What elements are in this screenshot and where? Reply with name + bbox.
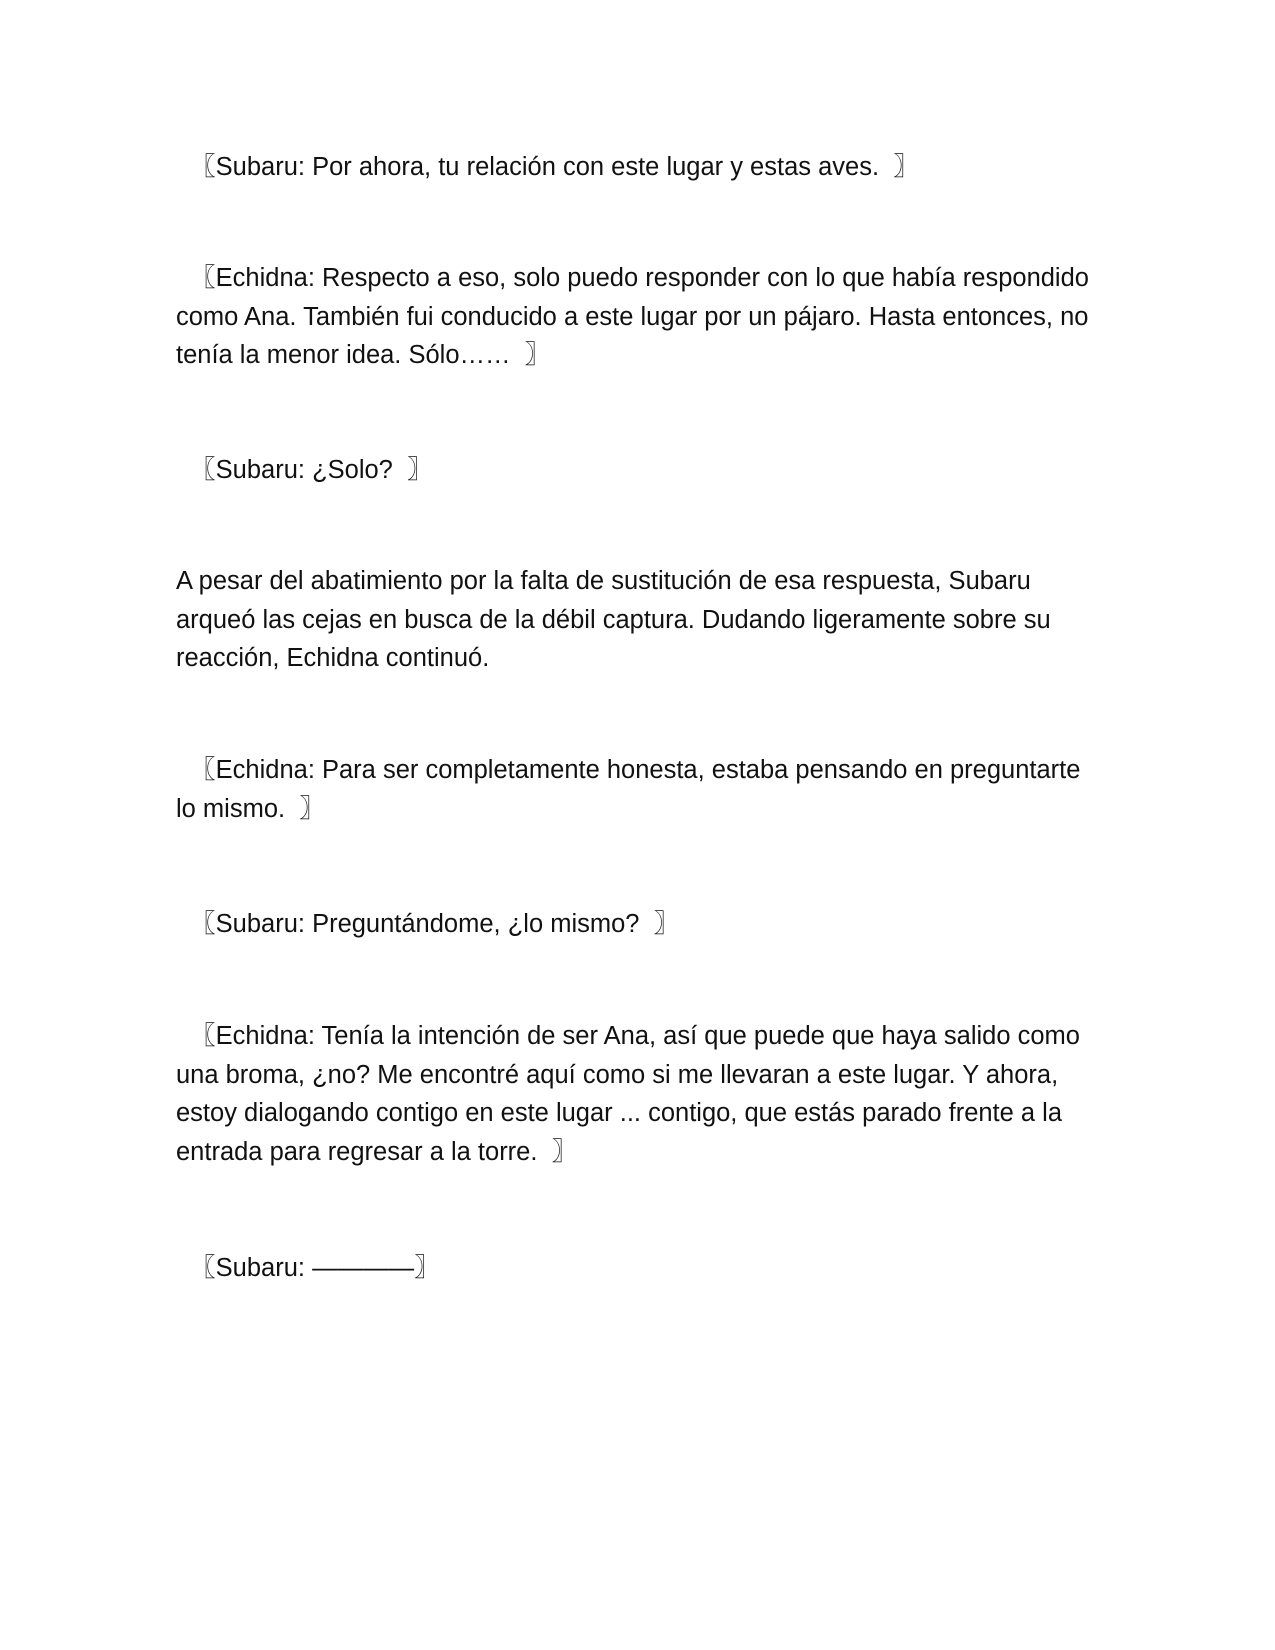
dialogue-echidna-2: 〖Echidna: Para ser completamente honesta, estaba pensando en preguntarte lo mismo. 〗 (176, 756, 1088, 823)
dialogue-subaru-1: 〖Subaru: Por ahora, tu relación con este lugar y estas aves. 〗 (176, 153, 919, 181)
narration-paragraph: A pesar del abatimiento por la falta de sustitución de esa respuesta, Subaru arqueó las cejas en busca de la débil captura. Dudando ligeramente sobre su reacción, Echidna continuó. (176, 567, 1058, 672)
dialogue-subaru-3: 〖Subaru: Preguntándome, ¿lo mismo? 〗 (176, 910, 680, 938)
dialogue-echidna-3: 〖Echidna: Tenía la intención de ser Ana, así que puede que haya salido como una broma, ¿no? Me encontré aquí como si me llevaran a este lugar. Y ahora, estoy dialogando contigo en este lugar ... contigo, que estás parado frente a la entrada para regresar a la torre. 〗 (176, 1022, 1088, 1166)
dialogue-subaru-4: 〖Subaru: ————〗 (176, 1254, 440, 1282)
dialogue-echidna-1: 〖Echidna: Respecto a eso, solo puedo responder con lo que había respondido como Ana. También fui conducido a este lugar por un pájaro. Hasta entonces, no tenía la menor idea. Sólo…… 〗 (176, 264, 1097, 369)
dialogue-subaru-2: 〖Subaru: ¿Solo? 〗 (176, 456, 433, 484)
